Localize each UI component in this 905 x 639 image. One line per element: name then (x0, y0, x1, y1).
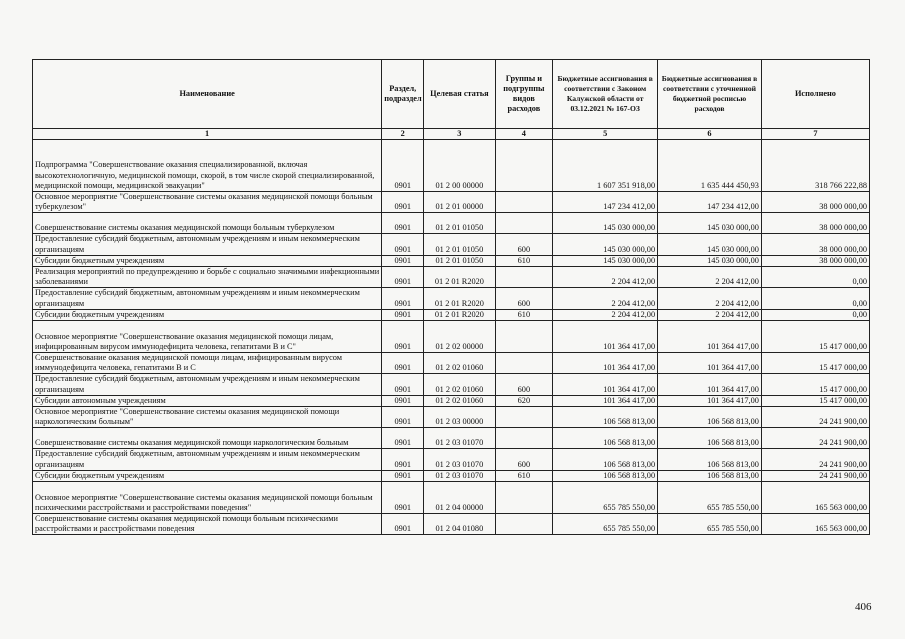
row-group: 610 (495, 470, 553, 481)
row-target: 01 2 01 R2020 (424, 288, 495, 309)
row-revised-amount: 655 785 550,00 (658, 482, 762, 514)
table-row (33, 255, 870, 266)
column-number: 4 (495, 129, 553, 140)
row-revised-amount: 2 204 412,00 (658, 267, 762, 288)
header-name: Наименование (33, 60, 382, 129)
row-target: 01 2 04 00000 (424, 482, 495, 514)
row-target: 01 2 01 00000 (424, 192, 495, 213)
row-target: 01 2 01 01050 (424, 234, 495, 255)
header-law: Бюджетные ассигнования в соответствии с Законом Калужской области от 03.12.2021 № 167-ОЗ (553, 60, 658, 129)
row-executed-amount: 24 241 900,00 (761, 449, 869, 470)
row-executed-amount: 0,00 (761, 309, 869, 320)
budget-table (32, 59, 870, 535)
row-revised-amount: 101 364 417,00 (658, 395, 762, 406)
row-name: Совершенствование системы оказания медицинской помощи больным психическими расстройствами и расстройствами поведения (33, 514, 382, 535)
row-name: Реализация мероприятий по предупреждению и борьбе с социально значимыми инфекционными заболеваниями (33, 267, 382, 288)
row-name: Предоставление субсидий бюджетным, автономным учреждениям и иным некоммерческим организациям (33, 288, 382, 309)
row-executed-amount: 165 563 000,00 (761, 514, 869, 535)
row-target: 01 2 01 01050 (424, 213, 495, 234)
table-row (33, 449, 870, 470)
row-group (495, 140, 553, 192)
row-group (495, 353, 553, 374)
row-name: Совершенствование оказания медицинской помощи лицам, инфицированным вирусом иммунодефицита человека, гепатитами В и С (33, 353, 382, 374)
row-name: Субсидии автономным учреждениям (33, 395, 382, 406)
header-groups: Группы и подгруппы видов расходов (495, 60, 553, 129)
row-law-amount: 106 568 813,00 (553, 449, 658, 470)
row-section: 0901 (382, 192, 424, 213)
row-section: 0901 (382, 374, 424, 395)
table-row (33, 288, 870, 309)
row-section: 0901 (382, 428, 424, 449)
row-name: Основное мероприятие "Совершенствование системы оказания медицинской помощи больным туберкулезом" (33, 192, 382, 213)
row-law-amount: 145 030 000,00 (553, 213, 658, 234)
row-executed-amount: 24 241 900,00 (761, 407, 869, 428)
row-name: Субсидии бюджетным учреждениям (33, 255, 382, 266)
row-section: 0901 (382, 234, 424, 255)
row-revised-amount: 145 030 000,00 (658, 255, 762, 266)
row-law-amount: 145 030 000,00 (553, 255, 658, 266)
row-name: Предоставление субсидий бюджетным, автономным учреждениям и иным некоммерческим организациям (33, 234, 382, 255)
row-executed-amount: 165 563 000,00 (761, 482, 869, 514)
row-law-amount: 106 568 813,00 (553, 407, 658, 428)
row-group: 600 (495, 374, 553, 395)
row-revised-amount: 106 568 813,00 (658, 428, 762, 449)
row-target: 01 2 00 00000 (424, 140, 495, 192)
row-group (495, 213, 553, 234)
row-law-amount: 655 785 550,00 (553, 514, 658, 535)
row-executed-amount: 15 417 000,00 (761, 321, 869, 353)
row-name: Совершенствование системы оказания медицинской помощи больным туберкулезом (33, 213, 382, 234)
row-law-amount: 655 785 550,00 (553, 482, 658, 514)
column-number: 5 (553, 129, 658, 140)
row-executed-amount: 15 417 000,00 (761, 395, 869, 406)
row-target: 01 2 04 01080 (424, 514, 495, 535)
row-group (495, 428, 553, 449)
table-row (33, 514, 870, 535)
table-row (33, 140, 870, 192)
row-revised-amount: 145 030 000,00 (658, 213, 762, 234)
row-name: Совершенствование системы оказания медицинской помощи наркологическим больным (33, 428, 382, 449)
column-number: 6 (658, 129, 762, 140)
table-row (33, 321, 870, 353)
table-row (33, 192, 870, 213)
row-group: 600 (495, 234, 553, 255)
row-executed-amount: 24 241 900,00 (761, 428, 869, 449)
row-executed-amount: 38 000 000,00 (761, 192, 869, 213)
row-executed-amount: 15 417 000,00 (761, 353, 869, 374)
row-revised-amount: 1 635 444 450,93 (658, 140, 762, 192)
row-executed-amount: 38 000 000,00 (761, 234, 869, 255)
row-law-amount: 2 204 412,00 (553, 267, 658, 288)
row-target: 01 2 01 01050 (424, 255, 495, 266)
row-group (495, 482, 553, 514)
row-executed-amount: 318 766 222,88 (761, 140, 869, 192)
row-group (495, 407, 553, 428)
table-header-row (33, 60, 870, 129)
row-law-amount: 101 364 417,00 (553, 353, 658, 374)
row-section: 0901 (382, 514, 424, 535)
header-executed: Исполнено (761, 60, 869, 129)
row-law-amount: 147 234 412,00 (553, 192, 658, 213)
row-executed-amount: 15 417 000,00 (761, 374, 869, 395)
row-section: 0901 (382, 353, 424, 374)
row-target: 01 2 02 01060 (424, 395, 495, 406)
column-number-row (33, 129, 870, 140)
row-law-amount: 106 568 813,00 (553, 428, 658, 449)
row-revised-amount: 147 234 412,00 (658, 192, 762, 213)
row-executed-amount: 38 000 000,00 (761, 213, 869, 234)
row-law-amount: 101 364 417,00 (553, 321, 658, 353)
header-revised: Бюджетные ассигнования в соответствии с уточненной бюджетной росписью расходов (658, 60, 762, 129)
row-name: Предоставление субсидий бюджетным, автономным учреждениям и иным некоммерческим организациям (33, 449, 382, 470)
page-number: 406 (855, 601, 872, 613)
row-target: 01 2 03 00000 (424, 407, 495, 428)
row-section: 0901 (382, 449, 424, 470)
row-law-amount: 2 204 412,00 (553, 309, 658, 320)
row-name: Основное мероприятие "Совершенствование системы оказания медицинской помощи больным психическими расстройствами и расстройствами поведения" (33, 482, 382, 514)
row-revised-amount: 145 030 000,00 (658, 234, 762, 255)
table-row (33, 374, 870, 395)
row-law-amount: 1 607 351 918,00 (553, 140, 658, 192)
row-section: 0901 (382, 213, 424, 234)
row-name: Субсидии бюджетным учреждениям (33, 309, 382, 320)
row-target: 01 2 01 R2020 (424, 309, 495, 320)
row-revised-amount: 655 785 550,00 (658, 514, 762, 535)
table-row (33, 407, 870, 428)
column-number: 3 (424, 129, 495, 140)
row-target: 01 2 03 01070 (424, 449, 495, 470)
row-law-amount: 106 568 813,00 (553, 470, 658, 481)
row-revised-amount: 101 364 417,00 (658, 353, 762, 374)
table-body (33, 140, 870, 535)
row-group: 610 (495, 309, 553, 320)
column-number: 7 (761, 129, 869, 140)
table-row (33, 234, 870, 255)
row-name: Подпрограмма "Совершенствование оказания специализированной, включая высокотехнологичную, медицинской помощи, скорой, в том числе скорой специализированной, медицинской помощи, медицинской эвакуации" (33, 140, 382, 192)
row-executed-amount: 0,00 (761, 288, 869, 309)
table-row (33, 213, 870, 234)
row-executed-amount: 0,00 (761, 267, 869, 288)
table-row (33, 309, 870, 320)
row-law-amount: 101 364 417,00 (553, 395, 658, 406)
row-group (495, 192, 553, 213)
table-row (33, 482, 870, 514)
row-group: 620 (495, 395, 553, 406)
row-law-amount: 145 030 000,00 (553, 234, 658, 255)
row-group: 600 (495, 449, 553, 470)
row-section: 0901 (382, 288, 424, 309)
row-executed-amount: 24 241 900,00 (761, 470, 869, 481)
column-number: 1 (33, 129, 382, 140)
row-name: Предоставление субсидий бюджетным, автономным учреждениям и иным некоммерческим организациям (33, 374, 382, 395)
row-section: 0901 (382, 482, 424, 514)
row-group: 600 (495, 288, 553, 309)
row-section: 0901 (382, 309, 424, 320)
row-name: Основное мероприятие "Совершенствование системы оказания медицинской помощи наркологическим больным" (33, 407, 382, 428)
table-row (33, 353, 870, 374)
row-law-amount: 101 364 417,00 (553, 374, 658, 395)
row-revised-amount: 106 568 813,00 (658, 470, 762, 481)
column-number: 2 (382, 129, 424, 140)
row-section: 0901 (382, 267, 424, 288)
row-section: 0901 (382, 395, 424, 406)
row-name: Основное мероприятие "Совершенствование оказания медицинской помощи лицам, инфицированным вирусом иммунодефицита человека, гепатитами В и С" (33, 321, 382, 353)
row-name: Субсидии бюджетным учреждениям (33, 470, 382, 481)
row-target: 01 2 03 01070 (424, 428, 495, 449)
row-revised-amount: 101 364 417,00 (658, 374, 762, 395)
row-group (495, 321, 553, 353)
row-target: 01 2 02 00000 (424, 321, 495, 353)
table-row (33, 267, 870, 288)
header-section: Раздел, подраздел (382, 60, 424, 129)
table-row (33, 428, 870, 449)
row-executed-amount: 38 000 000,00 (761, 255, 869, 266)
row-target: 01 2 03 01070 (424, 470, 495, 481)
row-section: 0901 (382, 321, 424, 353)
row-target: 01 2 01 R2020 (424, 267, 495, 288)
row-target: 01 2 02 01060 (424, 353, 495, 374)
row-section: 0901 (382, 140, 424, 192)
table-row (33, 470, 870, 481)
row-group: 610 (495, 255, 553, 266)
row-section: 0901 (382, 255, 424, 266)
row-section: 0901 (382, 407, 424, 428)
row-revised-amount: 106 568 813,00 (658, 449, 762, 470)
table-row (33, 395, 870, 406)
row-group (495, 267, 553, 288)
row-section: 0901 (382, 470, 424, 481)
row-target: 01 2 02 01060 (424, 374, 495, 395)
header-target: Целевая статья (424, 60, 495, 129)
row-revised-amount: 101 364 417,00 (658, 321, 762, 353)
row-group (495, 514, 553, 535)
row-revised-amount: 106 568 813,00 (658, 407, 762, 428)
row-revised-amount: 2 204 412,00 (658, 309, 762, 320)
row-revised-amount: 2 204 412,00 (658, 288, 762, 309)
row-law-amount: 2 204 412,00 (553, 288, 658, 309)
